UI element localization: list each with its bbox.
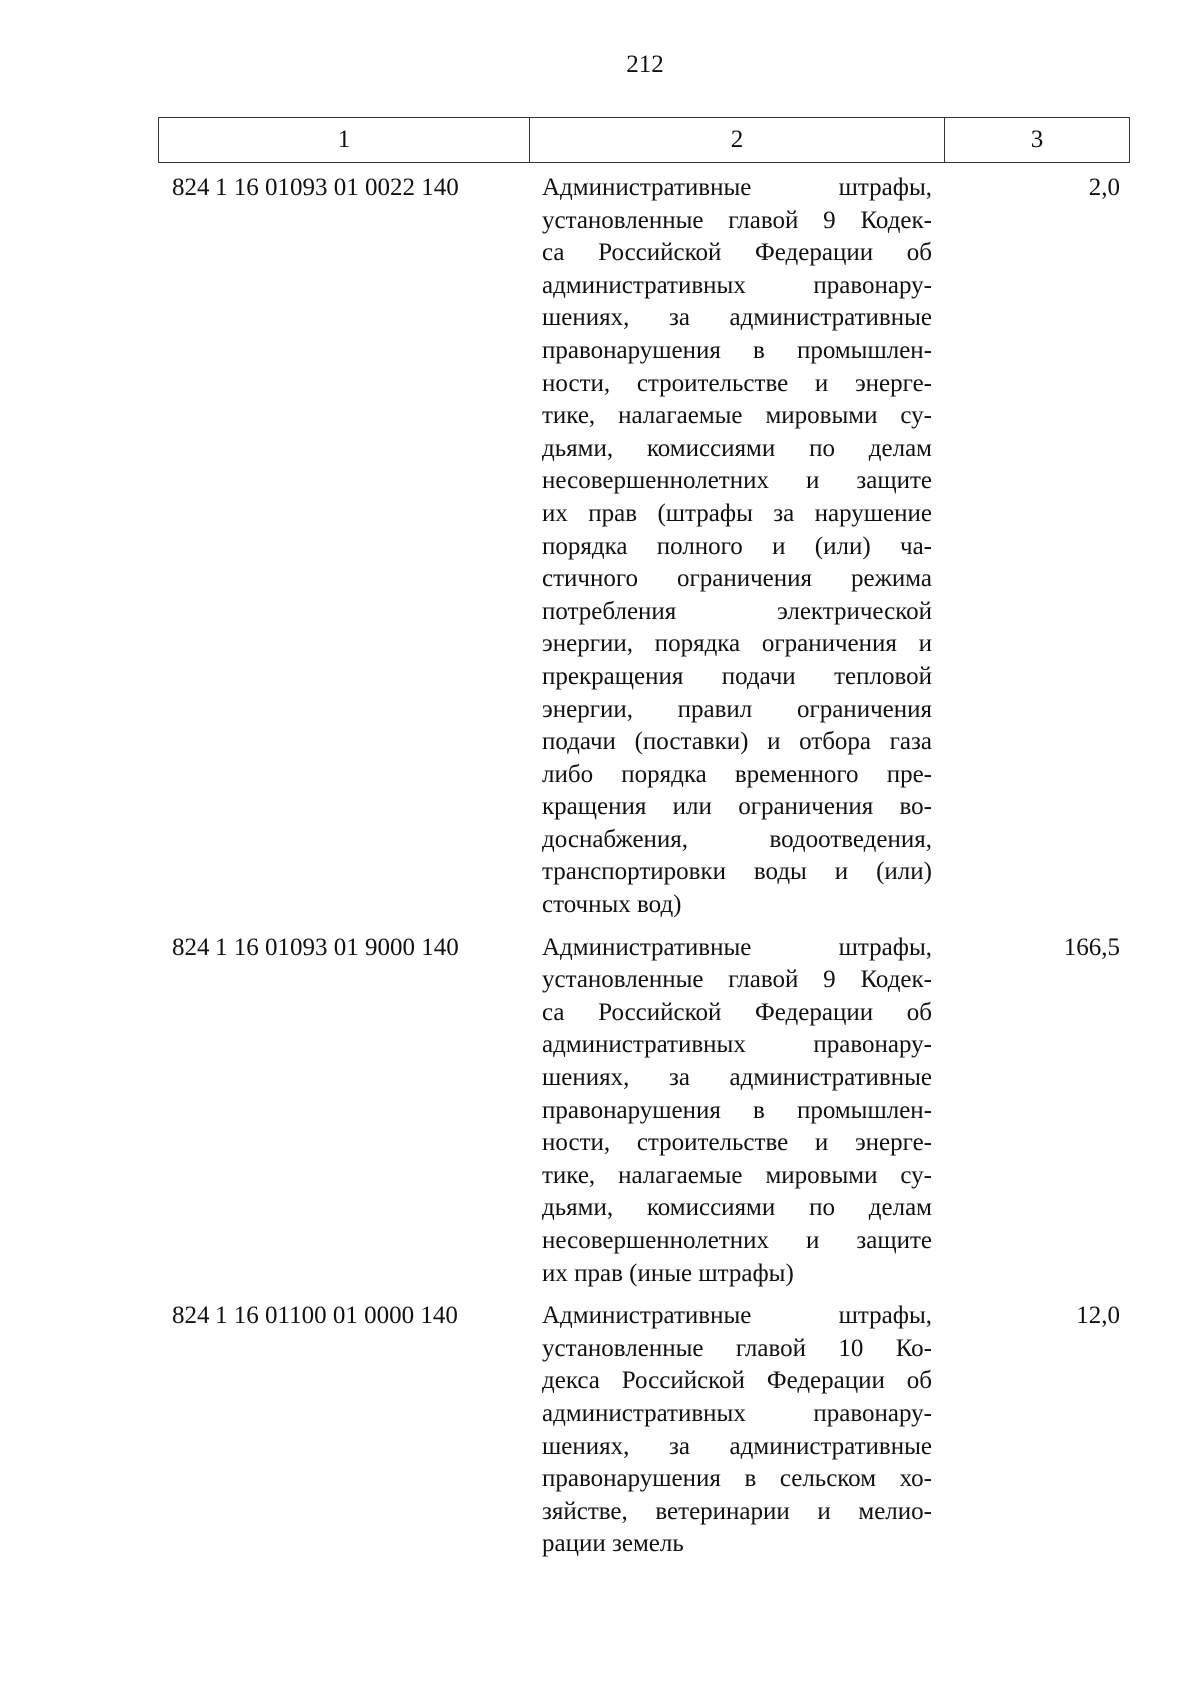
table-row — [158, 932, 1130, 1291]
description-line: стичного ограничения режима — [542, 565, 932, 593]
description-line: Административные штрафы, — [542, 1302, 932, 1330]
description-line: их прав (штрафы за нарушение — [542, 499, 932, 527]
budget-classification-code: 1 16 01100 01 0000 140 — [215, 1302, 458, 1330]
description-line: дьями, комиссиями по делам — [542, 1194, 932, 1222]
table-body — [158, 172, 1130, 1571]
header-col-2: 2 — [530, 118, 945, 162]
description-line: установленные главой 10 Ко- — [542, 1334, 932, 1362]
amount: 12,0 — [1076, 1302, 1120, 1330]
description-line: ности, строительстве и энерге- — [542, 369, 932, 397]
description-line: кращения или ограничения во- — [542, 793, 932, 821]
table-header — [158, 117, 1130, 163]
table-row — [158, 1300, 1130, 1561]
description-line: административных правонару- — [542, 271, 932, 299]
amount: 2,0 — [1088, 174, 1120, 201]
budget-classification-code: 1 16 01093 01 9000 140 — [215, 933, 459, 961]
description-line: доснабжения, водоотведения, — [542, 825, 932, 853]
table-row — [158, 172, 1130, 922]
description-line: несовершеннолетних и защите — [542, 1227, 932, 1254]
description-line: установленные главой 9 Кодек- — [542, 966, 932, 994]
description-line: порядка полного и (или) ча- — [542, 532, 932, 560]
description-line: тике, налагаемые мировыми су- — [542, 1161, 932, 1189]
description-line: Административные штрафы, — [542, 933, 932, 961]
description-line: энергии, правил ограничения — [542, 695, 932, 723]
description-line: установленные главой 9 Кодек- — [542, 206, 932, 234]
description-line: их прав (иные штрафы) — [542, 1259, 794, 1287]
description-line: са Российской Федерации об — [542, 239, 932, 267]
description-line: Административные штрафы, — [542, 174, 932, 201]
description-line: шениях, за административные — [542, 1064, 932, 1092]
description-line: прекращения подачи тепловой — [542, 662, 932, 690]
income-description — [529, 1300, 944, 1561]
description-line: административных правонару- — [542, 1031, 932, 1059]
description-line: зяйстве, ветеринарии и мелио- — [542, 1497, 932, 1525]
description-line: правонарушения в промышлен- — [542, 336, 932, 364]
header-col-3: 3 — [1030, 126, 1044, 153]
description-line: подачи (поставки) и отбора газа — [542, 728, 932, 756]
page-number: 212 — [626, 51, 664, 78]
header-col-1: 1 — [159, 118, 530, 162]
description-line: административных правонару- — [542, 1399, 932, 1427]
description-line: сточных вод) — [542, 891, 682, 919]
description-line: либо порядка временного пре- — [542, 760, 932, 788]
description-line: тике, налагаемые мировыми су- — [542, 402, 932, 430]
description-line: шениях, за административные — [542, 1432, 932, 1460]
description-line: ности, строительстве и энерге- — [542, 1129, 932, 1157]
admin-code: 824 — [172, 933, 210, 961]
description-line: шениях, за административные — [542, 304, 932, 332]
description-line: са Российской Федерации об — [542, 998, 932, 1026]
income-description — [529, 932, 944, 1291]
admin-code: 824 — [172, 1302, 210, 1330]
admin-code: 824 — [172, 174, 210, 201]
amount: 166,5 — [1063, 933, 1120, 961]
description-line: несовершеннолетних и защите — [542, 467, 932, 495]
description-line: декса Российской Федерации об — [542, 1367, 932, 1395]
budget-classification-code: 1 16 01093 01 0022 140 — [215, 174, 459, 201]
description-line: энергии, порядка ограничения и — [542, 630, 932, 658]
description-line: дьями, комиссиями по делам — [542, 434, 932, 462]
income-description — [529, 172, 944, 922]
description-line: потребления электрической — [542, 597, 932, 625]
description-line: правонарушения в сельском хо- — [542, 1465, 932, 1493]
description-line: рации земель — [542, 1530, 684, 1558]
description-line: транспортировки воды и (или) — [542, 858, 932, 886]
description-line: правонарушения в промышлен- — [542, 1096, 932, 1124]
